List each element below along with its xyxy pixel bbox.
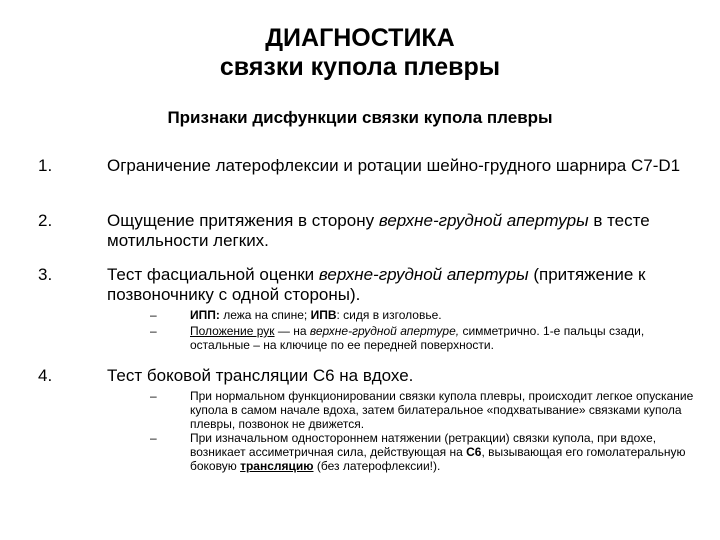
- item-4-sub-2-text: [190, 431, 700, 473]
- ipp-text: лежа на спине;: [219, 308, 311, 322]
- ipv-text: : сидя в изголовье.: [336, 308, 442, 322]
- item-4-sub-1-text: При нормальном функционировании связки купола плевры, происходит легкое опускание купола в самом начале вдоха, затем билатеральное «подхватывание» связками купола плевры, позвонок не движется.: [190, 389, 694, 431]
- slide-subtitle: Признаки дисфункции связки купола плевры: [167, 108, 553, 127]
- item-2-text-a: Ощущение притяжения в сторону: [107, 211, 379, 230]
- item-3-sub-2-text: [190, 324, 700, 352]
- item-3-text-emphasis: верхне-грудной апертуры: [318, 265, 529, 284]
- item-2-text-emphasis: верхне-грудной апертуры: [378, 211, 589, 230]
- item-3-text-b: (притяжение к позвоночнику с одной стороны).: [107, 265, 646, 304]
- item-3-text-a: Тест фасциальной оценки: [107, 265, 319, 284]
- ipv-label: ИПВ: [310, 308, 337, 322]
- item-2-text: [107, 211, 687, 251]
- item-1-number: 1.: [38, 156, 53, 175]
- retraction-text-b: , вызывающая его гомолатеральную боковую: [190, 445, 686, 473]
- slide-title: [0, 24, 720, 82]
- item-3-sub-2-dash: –: [150, 324, 157, 338]
- c6-label: С6: [466, 445, 482, 459]
- item-2-number: 2.: [38, 211, 53, 230]
- translation-label: трансляцию: [240, 459, 314, 473]
- item-4-sub-1-dash: –: [150, 389, 157, 403]
- title-line-1: ДИАГНОСТИКА: [265, 24, 455, 52]
- item-3-text: [107, 265, 687, 305]
- item-3-number: 3.: [38, 265, 53, 284]
- hand-position-text-b: симметрично. 1-е пальцы сзади, остальные – на ключице по ее передней поверхности.: [190, 324, 645, 352]
- item-1-text: Ограничение латерофлексии и ротации шейно-грудного шарнира С7-D1: [107, 156, 681, 175]
- item-4-sub-2-dash: –: [150, 431, 157, 445]
- hand-position-emphasis: верхне-грудной апертуре,: [309, 324, 460, 338]
- title-line-2: связки купола плевры: [219, 53, 501, 81]
- item-2-text-b: в тесте мотильности легких.: [107, 211, 650, 250]
- hand-position-label: Положение рук: [190, 324, 275, 338]
- retraction-text-c: (без латерофлексии!).: [313, 459, 441, 473]
- retraction-text-a: При изначальном одностороннем натяжении (ретракции) связки купола, при вдохе, возникает ассиметричная сила, действующая на: [190, 431, 657, 459]
- item-3-sub-1-dash: –: [150, 308, 157, 322]
- item-4-text: Тест боковой трансляции С6 на вдохе.: [107, 366, 414, 385]
- item-3-sub-1-text: [190, 308, 700, 322]
- ipp-label: ИПП:: [190, 308, 220, 322]
- hand-position-text-a: — на: [274, 324, 310, 338]
- item-4-number: 4.: [38, 366, 53, 385]
